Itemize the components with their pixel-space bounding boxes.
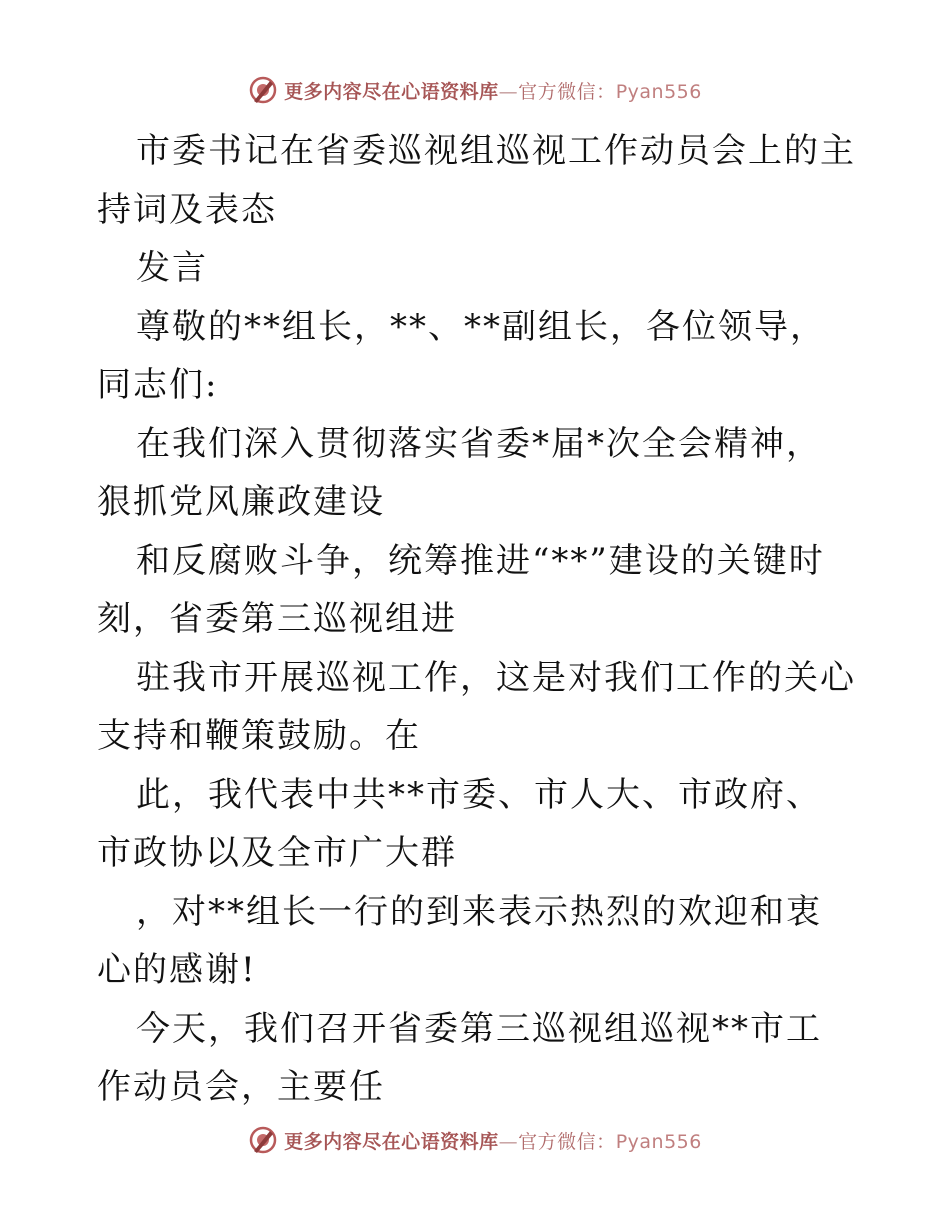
- paragraph: 尊敬的**组长，**、**副组长，各位领导，同志们:: [97, 306, 826, 405]
- paragraph: 和反腐败斗争，统筹推进“**”建设的关键时刻，省委第三巡视组进: [97, 540, 825, 639]
- document-body: [97, 122, 857, 1117]
- paragraph: 此，我代表中共**市委、市人大、市政府、市政协以及全市广大群: [97, 774, 822, 873]
- header-watermark: [0, 70, 950, 110]
- watermark-text: 更多内容尽在心语资料库—官方微信：Pyan556: [284, 80, 702, 103]
- footer-watermark: [0, 1120, 950, 1160]
- paragraph: ，对**组长一行的到来表示热烈的欢迎和衷心的感谢!: [97, 891, 822, 990]
- paragraph: 市委书记在省委巡视组巡视工作动员会上的主持词及表态: [97, 131, 856, 230]
- paragraph: 发言: [136, 248, 208, 288]
- paragraph: 在我们深入贯彻落实省委*届*次全会精神，狠抓党风廉政建设: [97, 423, 822, 522]
- pen-logo-icon: [248, 75, 278, 105]
- watermark-text: 更多内容尽在心语资料库—官方微信：Pyan556: [284, 1130, 702, 1153]
- paragraph: 今天，我们召开省委第三巡视组巡视**市工作动员会，主要任: [97, 1008, 822, 1107]
- pen-logo-icon: [248, 1125, 278, 1155]
- paragraph: 驻我市开展巡视工作，这是对我们工作的关心支持和鞭策鼓励。在: [97, 657, 856, 756]
